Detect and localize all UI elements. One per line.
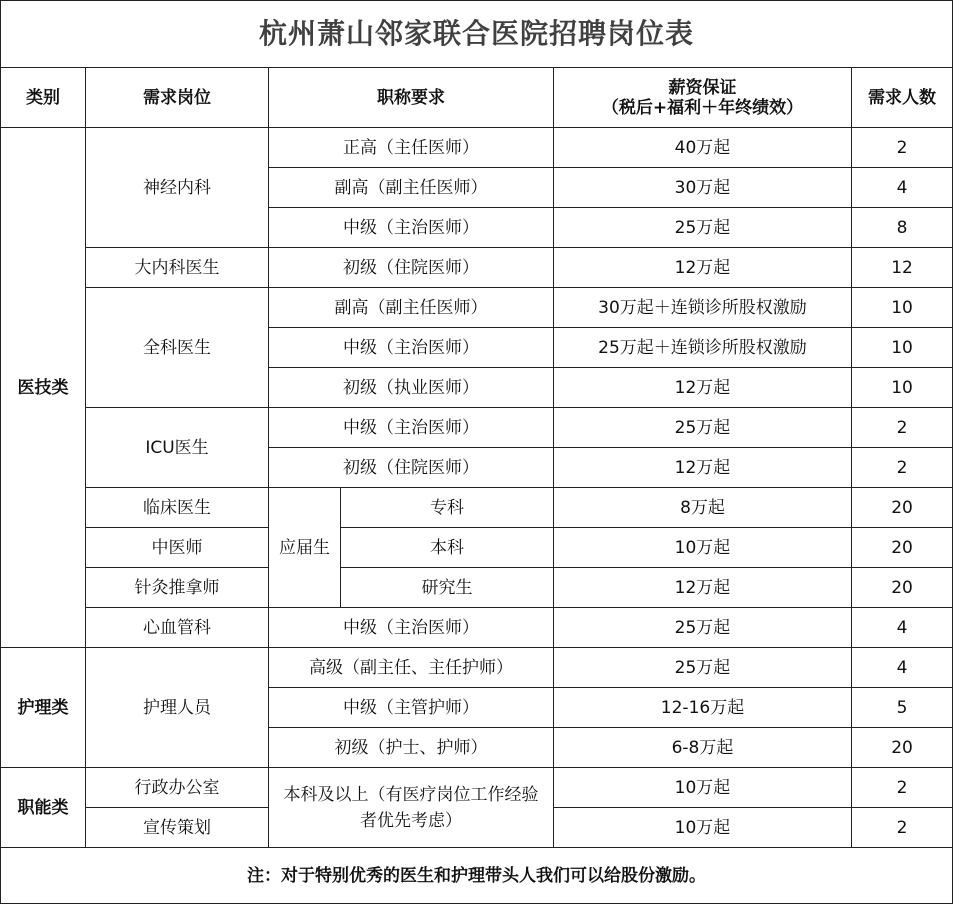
table-row [1,128,953,168]
salary-cell: 6-8万起 [554,728,852,768]
table-row [1,248,953,288]
table-row [1,568,953,608]
header-title-requirement: 职称要求 [269,68,554,128]
header-position: 需求岗位 [86,68,269,128]
count-cell: 20 [852,528,953,568]
page-title: 杭州萧山邻家联合医院招聘岗位表 [1,1,953,68]
salary-cell: 10万起 [554,768,852,808]
requirement-cell: 中级（主治医师） [269,208,554,248]
table-row [1,768,953,808]
count-cell: 10 [852,288,953,328]
header-salary [554,68,852,128]
footer-note: 注：对于特别优秀的医生和护理带头人我们可以给股份激励。 [1,848,953,904]
salary-cell: 30万起＋连锁诊所股权激励 [554,288,852,328]
salary-cell: 12万起 [554,448,852,488]
requirement-cell: 本科 [341,528,554,568]
count-cell: 2 [852,448,953,488]
header-count: 需求人数 [852,68,953,128]
requirement-cell: 本科及以上（有医疗岗位工作经验者优先考虑） [269,768,554,848]
position-cell: 临床医生 [86,488,269,528]
position-cell: 针灸推拿师 [86,568,269,608]
salary-cell: 25万起 [554,608,852,648]
count-cell: 10 [852,328,953,368]
count-cell: 20 [852,488,953,528]
header-row [1,68,953,128]
position-cell: ICU医生 [86,408,269,488]
requirement-cell: 正高（主任医师） [269,128,554,168]
requirement-cell: 初级（执业医师） [269,368,554,408]
count-cell: 2 [852,768,953,808]
salary-cell: 25万起 [554,648,852,688]
count-cell: 8 [852,208,953,248]
position-cell: 护理人员 [86,648,269,768]
salary-cell: 40万起 [554,128,852,168]
count-cell: 4 [852,608,953,648]
count-cell: 20 [852,568,953,608]
table-row [1,288,953,328]
count-cell: 5 [852,688,953,728]
header-category: 类别 [1,68,86,128]
salary-cell: 12万起 [554,368,852,408]
salary-cell: 10万起 [554,528,852,568]
count-cell: 4 [852,648,953,688]
requirement-cell: 初级（住院医师） [269,448,554,488]
count-cell: 20 [852,728,953,768]
category-cell: 护理类 [1,648,86,768]
position-cell: 全科医生 [86,288,269,408]
position-cell: 宣传策划 [86,808,269,848]
requirement-cell: 中级（主治医师） [269,408,554,448]
requirement-cell: 专科 [341,488,554,528]
salary-cell: 8万起 [554,488,852,528]
position-cell: 神经内科 [86,128,269,248]
position-cell: 心血管科 [86,608,269,648]
requirement-cell: 初级（护士、护师） [269,728,554,768]
requirement-cell: 初级（住院医师） [269,248,554,288]
salary-cell: 12万起 [554,568,852,608]
count-cell: 12 [852,248,953,288]
salary-cell: 25万起 [554,408,852,448]
header-salary-line1: 薪资保证 [668,77,737,98]
table-row [1,488,953,528]
requirement-cell: 中级（主管护师） [269,688,554,728]
header-salary-line2: （税后+福利＋年终绩效） [601,97,804,118]
salary-cell: 25万起＋连锁诊所股权激励 [554,328,852,368]
category-cell: 职能类 [1,768,86,848]
requirement-cell: 中级（主治医师） [269,328,554,368]
table-row [1,408,953,448]
count-cell: 2 [852,808,953,848]
count-cell: 4 [852,168,953,208]
count-cell: 2 [852,128,953,168]
graduate-cell: 应届生 [269,488,341,608]
requirement-cell: 中级（主治医师） [269,608,554,648]
position-cell: 大内科医生 [86,248,269,288]
count-cell: 2 [852,408,953,448]
count-cell: 10 [852,368,953,408]
salary-cell: 12万起 [554,248,852,288]
requirement-cell: 副高（副主任医师） [269,288,554,328]
salary-cell: 10万起 [554,808,852,848]
salary-cell: 30万起 [554,168,852,208]
category-cell: 医技类 [1,128,86,648]
position-cell: 行政办公室 [86,768,269,808]
requirement-cell: 高级（副主任、主任护师） [269,648,554,688]
salary-cell: 25万起 [554,208,852,248]
table-row [1,648,953,688]
table-row [1,528,953,568]
salary-cell: 12-16万起 [554,688,852,728]
table-row [1,608,953,648]
position-cell: 中医师 [86,528,269,568]
requirement-cell: 副高（副主任医师） [269,168,554,208]
requirement-cell: 研究生 [341,568,554,608]
